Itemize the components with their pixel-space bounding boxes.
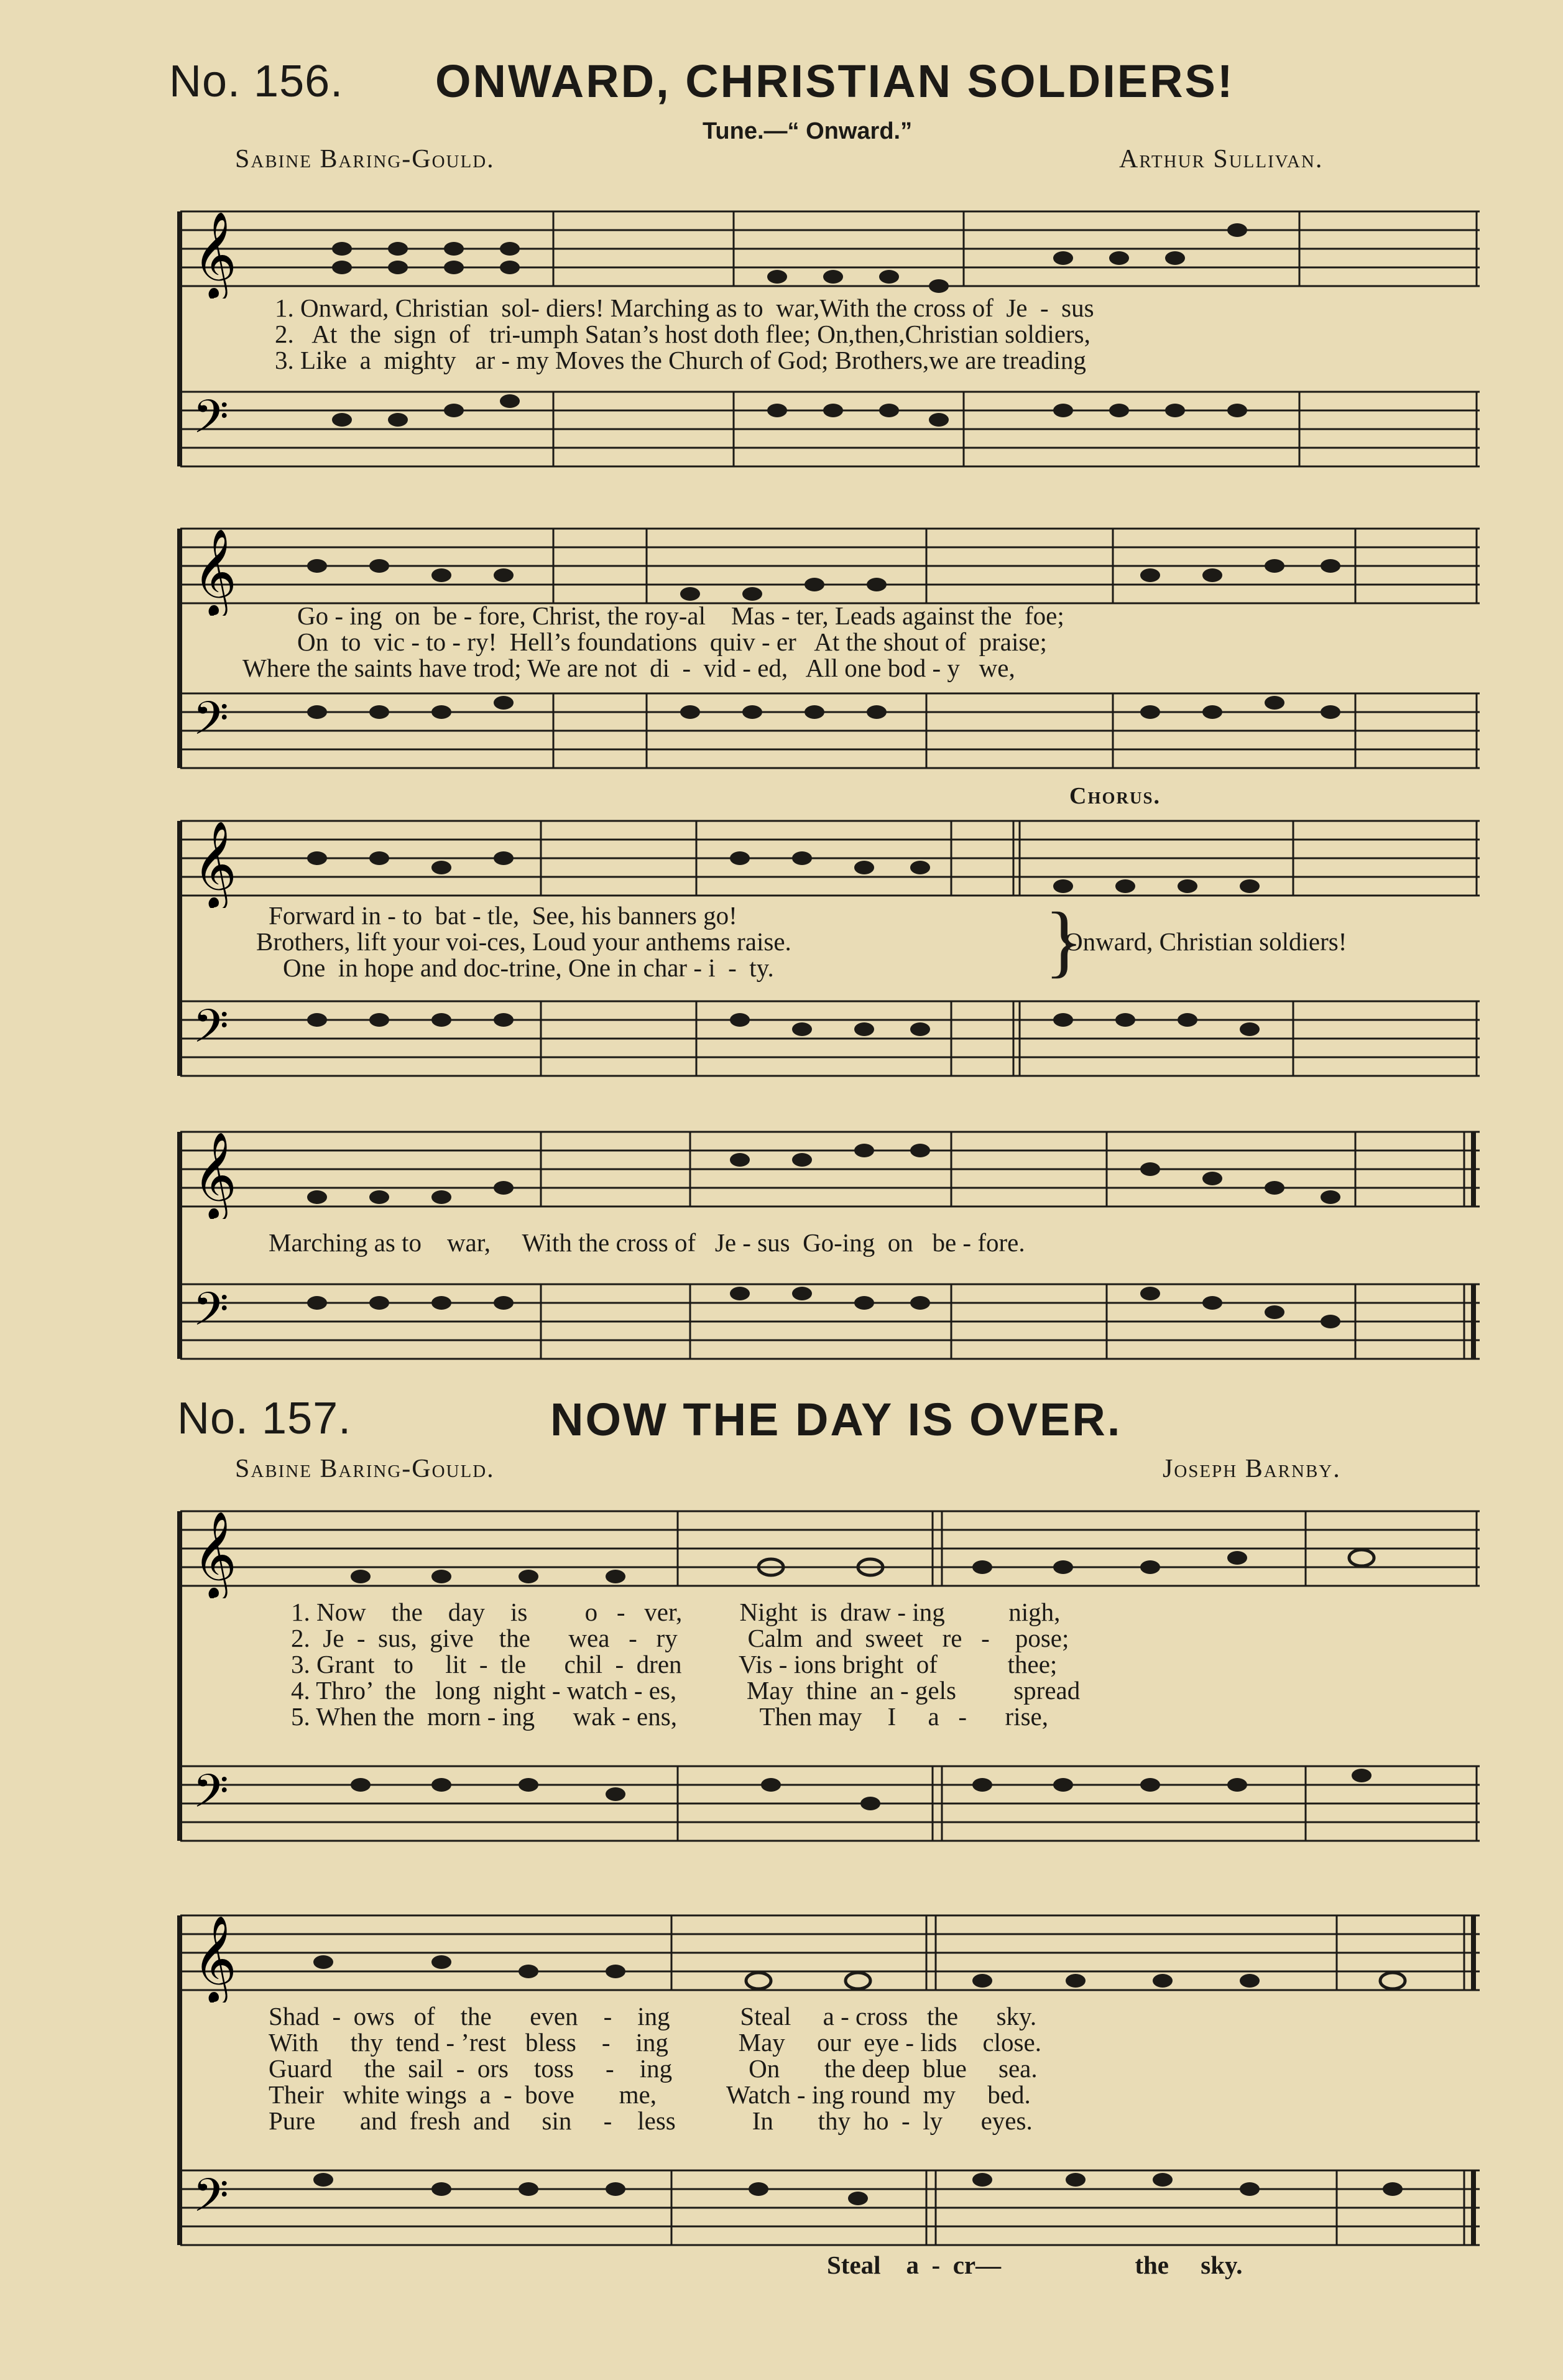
hymn-156-system-1-verse-1: 1. Onward, Christian sol- diers! Marching as to war,With the cross of Je - sus [275, 294, 1094, 322]
hymn-156-system-4-lyric: Marching as to war, With the cross of Je - sus Go-ing on be - fore. [269, 1228, 1025, 1257]
svg-text:𝄢: 𝄢 [193, 2169, 229, 2234]
staff-system-2-bass [180, 681, 1480, 780]
hymn-157-system-2-brace [177, 1915, 182, 2245]
hymn-156-title: ONWARD, CHRISTIAN SOLDIERS! [435, 55, 1235, 107]
staff-157-system-1-bass [180, 1754, 1480, 1853]
svg-text:𝄞: 𝄞 [193, 529, 237, 615]
svg-text:𝄢: 𝄢 [193, 999, 229, 1065]
hymn-156-system-2-verse-1: Go - ing on be - fore, Christ, the roy-al Mas - ter, Leads against the foe; [297, 601, 1064, 630]
staff-system-3-treble [180, 808, 1480, 908]
hymn-157-system-1-verse-3: 3. Grant to lit - tle chil - dren Vis - ions bright of thee; [291, 1650, 1058, 1679]
hymn-156-system-1-verse-3: 3. Like a mighty ar - my Moves the Church of God; Brothers,we are treading [275, 346, 1086, 374]
hymn-157-system-2-verse-1: Shad - ows of the even - ing Steal a - cross the sky. [269, 2002, 1037, 2030]
staff-157-system-2-bass [180, 2158, 1480, 2257]
staff-157-system-2-treble [180, 1903, 1480, 2003]
hymn-157-number: No. 157. [177, 1394, 352, 1443]
hymn-157-system-2-verse-2: With thy tend - ’rest bless - ing May our eye - lids close. [269, 2028, 1041, 2057]
hymn-156-author: Sabine Baring-Gould. [235, 145, 495, 174]
hymn-156-chorus-brace: } [1044, 896, 1084, 986]
system-3-brace [177, 821, 182, 1076]
hymn-157-author: Sabine Baring-Gould. [235, 1455, 495, 1483]
svg-text:𝄞: 𝄞 [193, 821, 237, 907]
hymn-157-title: NOW THE DAY IS OVER. [550, 1394, 1122, 1445]
hymn-157-system-1-verse-2: 2. Je - sus, give the wea - ry Calm and sweet re - pose; [291, 1624, 1069, 1652]
svg-text:𝄞: 𝄞 [193, 1511, 237, 1598]
svg-text:𝄞: 𝄞 [193, 211, 237, 298]
hymn-156-system-3-verse-3: One in hope and doc-trine, One in char - i - ty. [283, 953, 774, 982]
hymn-156-system-3-verse-2: Brothers, lift your voi-ces, Loud your anthems raise. [256, 927, 791, 956]
hymn-157-system-1-verse-5: 5. When the morn - ing wak - ens, Then may I a - rise, [291, 1702, 1048, 1731]
hymn-156-system-2-verse-3: Where the saints have trod; We are not di - vid - ed, All one bod - y we, [242, 654, 1015, 682]
staff-system-4-bass [180, 1272, 1480, 1371]
svg-text:𝄢: 𝄢 [193, 692, 229, 757]
hymn-157-system-1-verse-1: 1. Now the day is o - ver, Night is draw - ing nigh, [291, 1598, 1061, 1626]
hymn-157-bass-lyric: Steal a - cr— the sky. [827, 2251, 1243, 2279]
svg-text:𝄢: 𝄢 [193, 1282, 229, 1348]
staff-system-2-treble [180, 516, 1480, 616]
staff-system-4-treble [180, 1119, 1480, 1219]
hymn-157-system-2-verse-4: Their white wings a - bove me, Watch - ing round my bed. [269, 2080, 1031, 2109]
system-1-brace [177, 211, 182, 466]
hymn-157-system-1-brace [177, 1511, 182, 1841]
svg-text:𝄢: 𝄢 [193, 1764, 229, 1830]
hymn-157-composer: Joseph Barnby. [1163, 1455, 1341, 1483]
hymn-156-system-3-verse-1: Forward in - to bat - tle, See, his banners go! [269, 901, 737, 930]
staff-system-1-bass [180, 379, 1480, 479]
svg-text:𝄞: 𝄞 [193, 1915, 237, 2002]
staff-157-system-1-treble [180, 1499, 1480, 1598]
hymn-156-composer: Arthur Sullivan. [1119, 145, 1324, 174]
svg-text:𝄢: 𝄢 [193, 390, 229, 455]
hymn-156-tune: Tune.—“ Onward.” [703, 118, 913, 144]
svg-text:𝄞: 𝄞 [193, 1132, 237, 1218]
hymn-157-system-2-verse-3: Guard the sail - ors toss - ing On the deep blue sea. [269, 2054, 1038, 2083]
hymn-156-number: No. 156. [169, 57, 344, 106]
staff-system-3-bass [180, 989, 1480, 1088]
hymn-156-chorus-lyric: Onward, Christian soldiers! [1064, 927, 1347, 956]
system-2-brace [177, 529, 182, 768]
staff-system-1-treble [180, 199, 1480, 299]
hymn-157-system-2-verse-5: Pure and fresh and sin - less In thy ho - ly eyes. [269, 2106, 1033, 2135]
system-4-brace [177, 1132, 182, 1359]
hymn-156-system-1-verse-2: 2. At the sign of tri-umph Satan’s host doth flee; On,then,Christian soldiers, [275, 320, 1090, 348]
hymn-157-system-1-verse-4: 4. Thro’ the long night - watch - es, May thine an - gels spread [291, 1676, 1081, 1705]
hymn-156-system-2-verse-2: On to vic - to - ry! Hell’s foundations quiv - er At the shout of praise; [297, 627, 1047, 656]
hymn-156-chorus-label: Chorus. [1069, 783, 1161, 809]
